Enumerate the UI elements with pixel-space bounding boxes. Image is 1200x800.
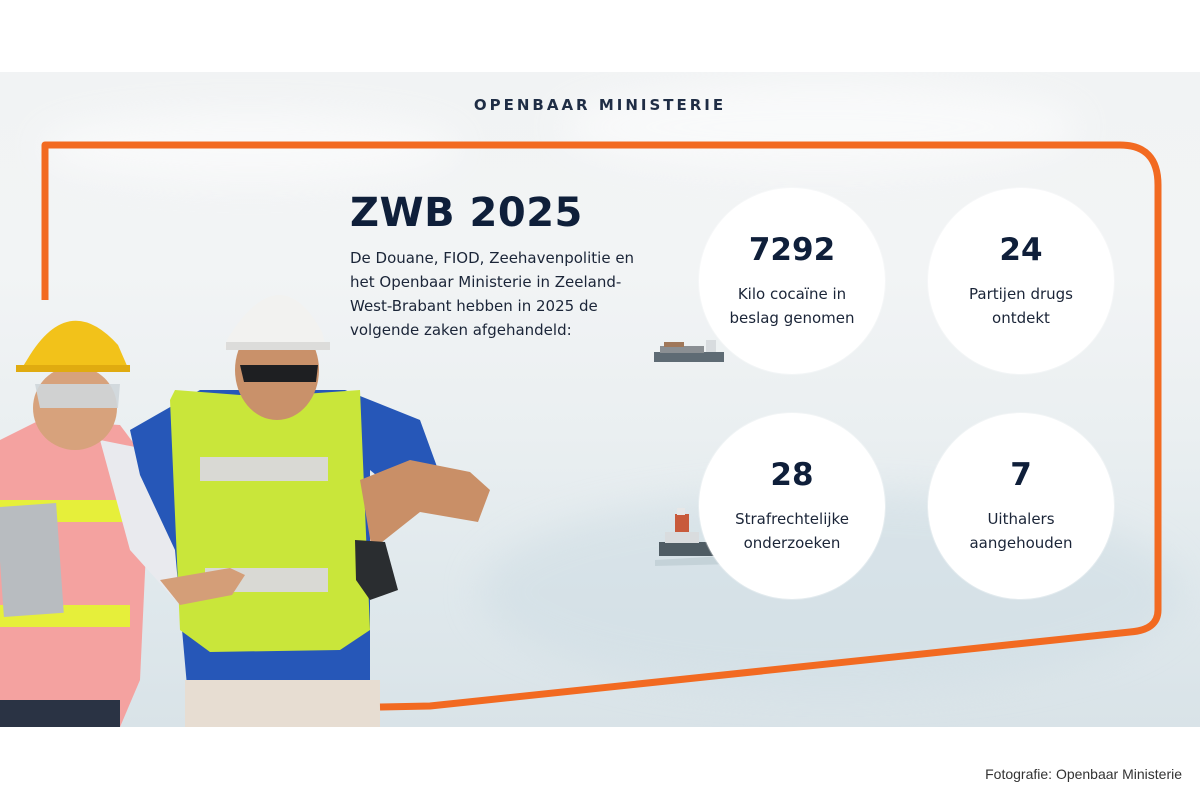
container-ship-image: [650, 334, 730, 370]
stat-value: 7292: [748, 232, 836, 268]
stat-value: 28: [770, 457, 814, 493]
stat-label: [938, 282, 1104, 330]
stat-value: 7: [1010, 457, 1032, 493]
stat-label-line: beslag genomen: [729, 309, 855, 327]
stat-label-line: ontdekt: [992, 309, 1050, 327]
stat-label-line: aangehouden: [969, 534, 1073, 552]
brand-wordmark: OPENBAAR MINISTERIE: [473, 96, 727, 114]
photo-credit: Fotografie: Openbaar Ministerie: [985, 766, 1182, 782]
stat-circle-arrests: [928, 413, 1114, 599]
stat-label: [709, 282, 875, 330]
stat-label: [938, 507, 1104, 555]
stat-value: 24: [999, 232, 1043, 268]
stat-circle-cocaine: [699, 188, 885, 374]
stat-label-line: Kilo cocaïne in: [737, 285, 847, 303]
stat-label-line: Strafrechtelijke: [735, 510, 849, 528]
stat-label-line: onderzoeken: [743, 534, 841, 552]
page-title: ZWB 2025: [350, 190, 583, 236]
stat-label-line: Uithalers: [987, 510, 1055, 528]
cloud-haze: [40, 112, 460, 182]
stat-label-line: Partijen drugs: [969, 285, 1073, 303]
stat-label: [709, 507, 875, 555]
hero-background: [0, 72, 1200, 727]
intro-text: De Douane, FIOD, Zeehavenpolitie en het Openbaar Ministerie in Zeeland-West-Brabant hebben in 2025 de volgende zaken afgehandeld:: [350, 249, 635, 339]
stat-circle-investigations: [699, 413, 885, 599]
stat-circle-drugs: [928, 188, 1114, 374]
